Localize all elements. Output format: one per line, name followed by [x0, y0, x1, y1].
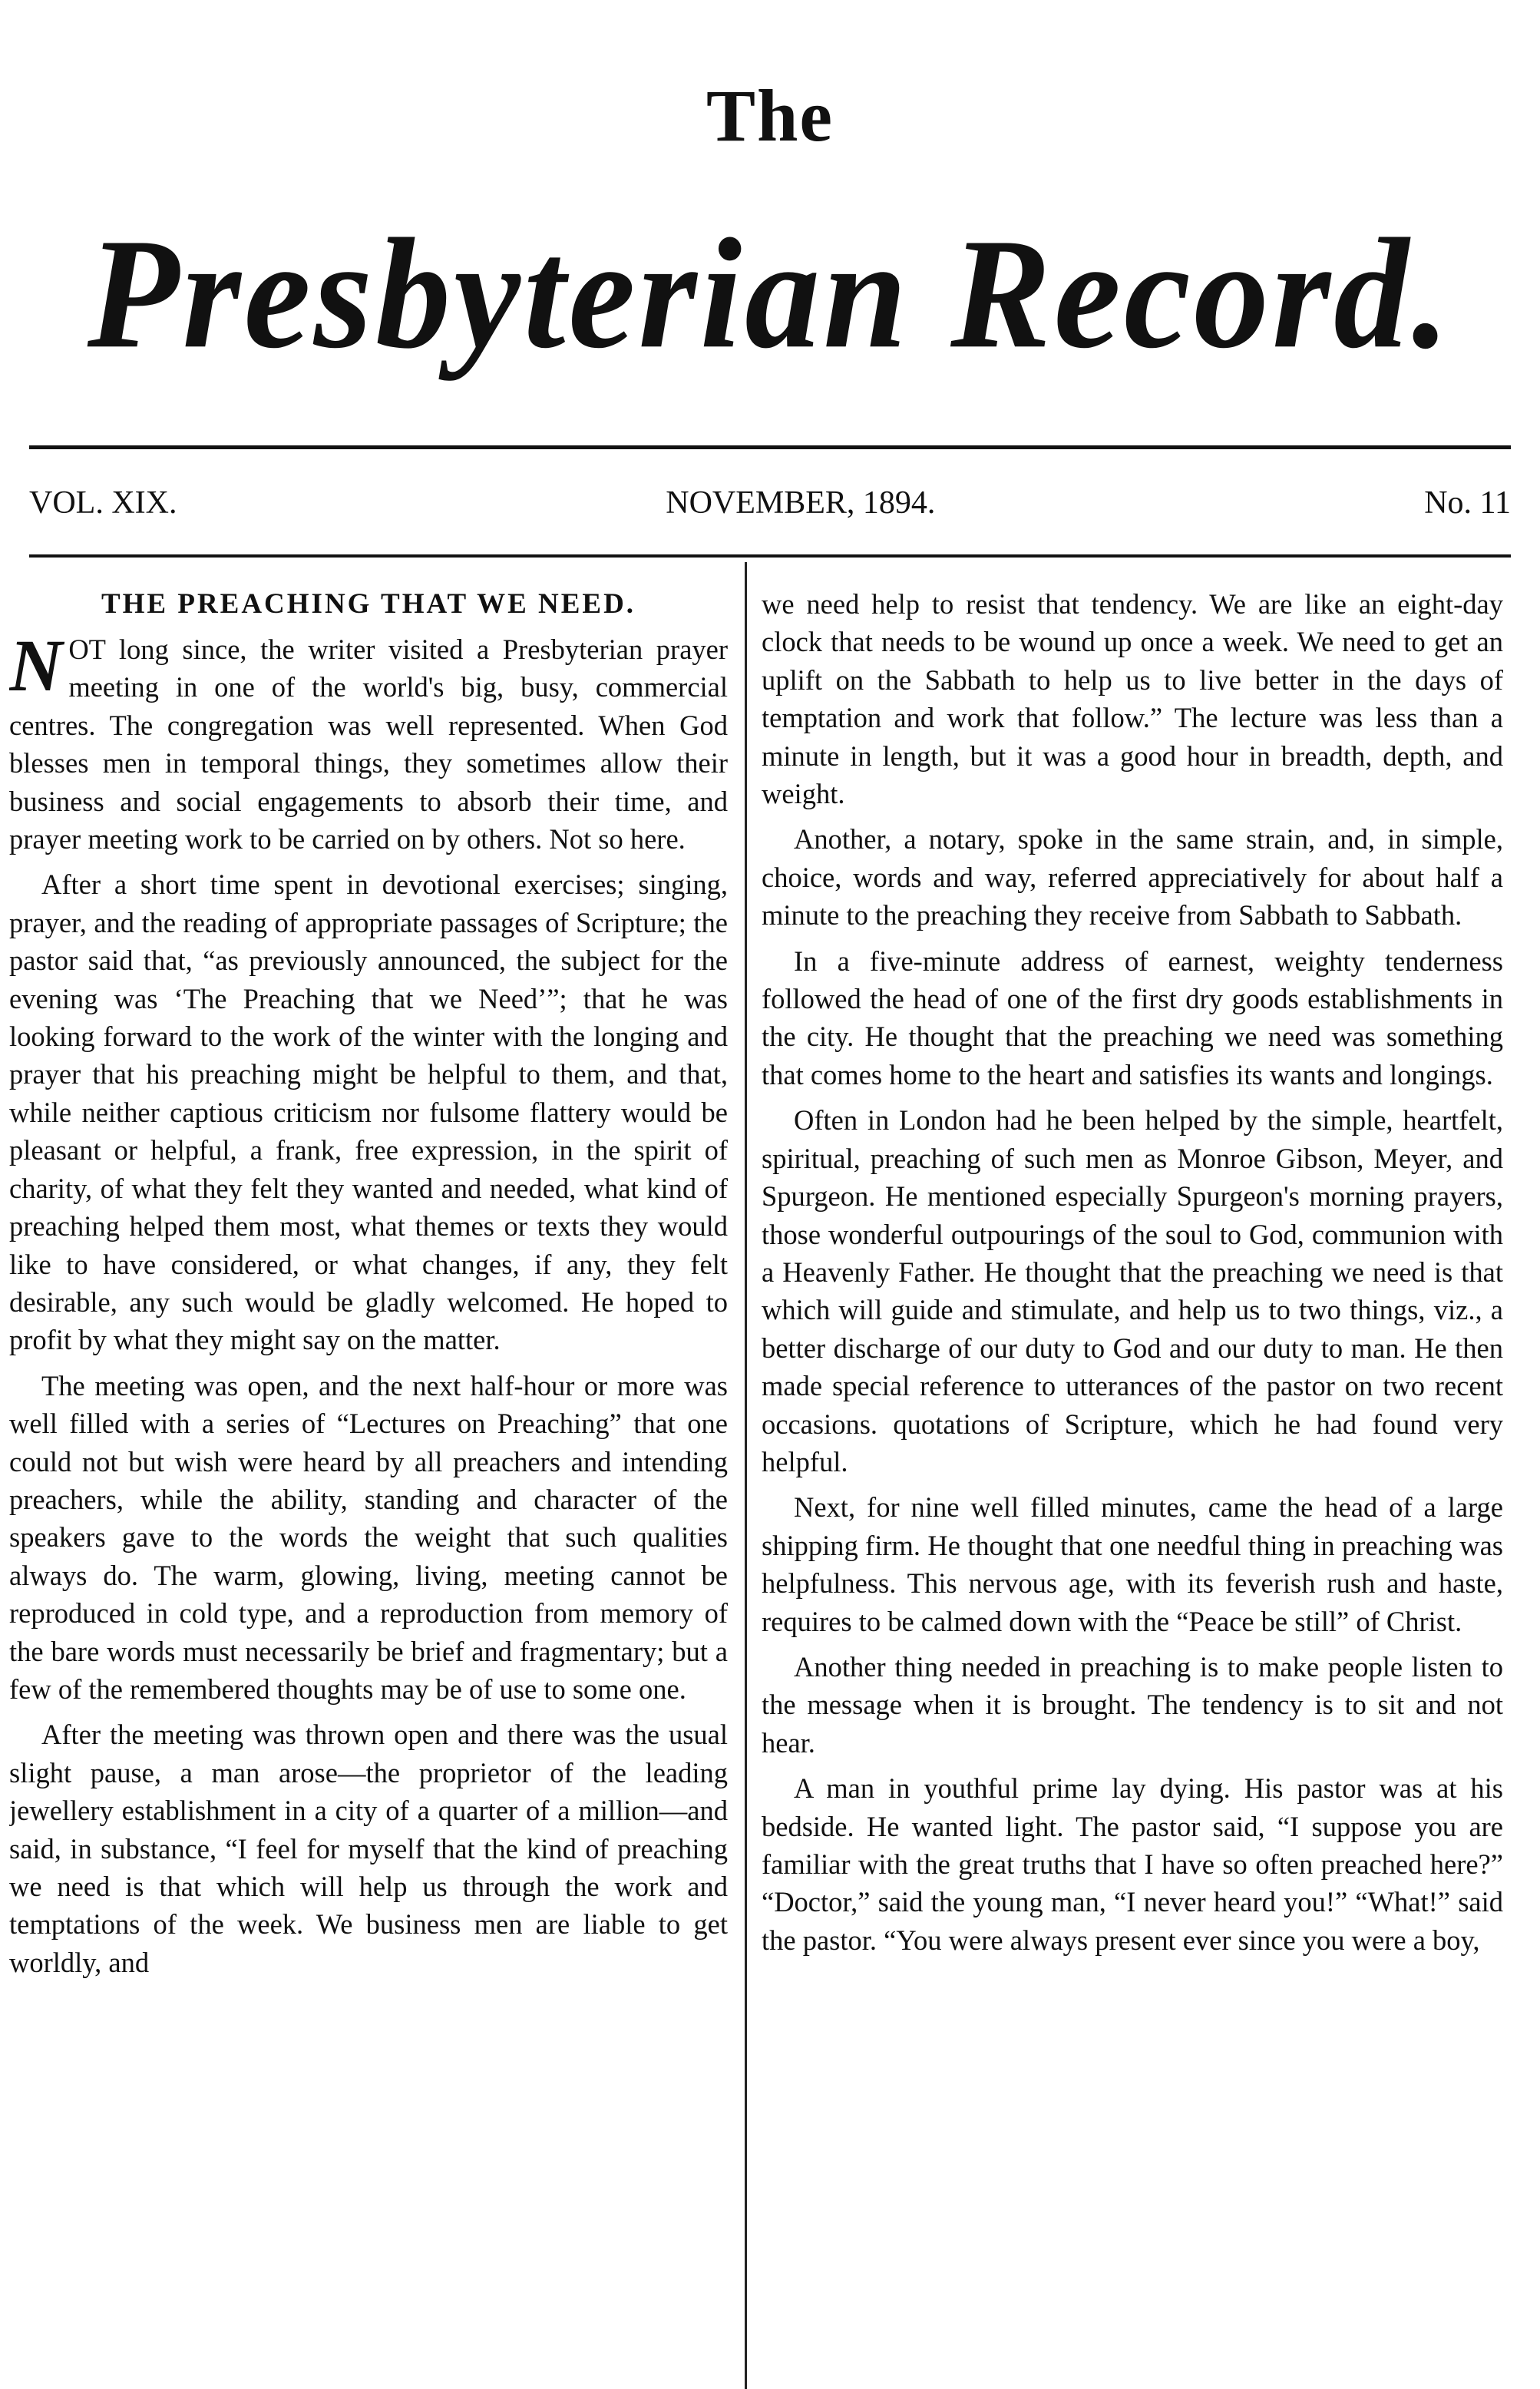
issue-number: No. 11	[1424, 485, 1511, 521]
article-paragraph: The meeting was open, and the next half-hour or more was well filled with a series of “Lectures on Preaching” that one could not but wish were heard by all preachers and intending preachers, while the ability, standing and character of the speakers gave to the words the weight that such qualities always do. The warm, glowing, living, meeting cannot be reproduced in cold type, and a reproduction from memory of the bare words must necessarily be brief and fragmentary; but a few of the remembered thoughts may be of use to some one.	[9, 1369, 728, 1705]
article-paragraph: After the meeting was thrown open and there was the usual slight pause, a man arose—the proprietor of the leading jewellery establishment in a city of a quarter of a million—and said, in substance, “I feel for myself that the kind of preaching we need is that which will help us through the work and temptations of the week. We business men are liable to get worldly, and	[9, 1719, 728, 1978]
article-title: THE PREACHING THAT WE NEED.	[101, 588, 636, 620]
masthead-the: The	[706, 74, 834, 157]
column-divider	[745, 562, 747, 2389]
issue-line	[29, 480, 1511, 526]
article-paragraph: NOT long since, the writer visited a Presbyterian prayer meeting in one of the world's big, busy, commercial centres. The congregation was well represented. When God blesses men in temporal things, they sometimes allow their business and social engagements to absorb their time, and prayer meeting work to be carried on by others. Not so here.	[9, 624, 728, 855]
drop-cap: N	[9, 624, 63, 706]
article-paragraph: Next, for nine well filled minutes, came the head of a large shipping firm. He thought that one needful thing in preaching was helpfulness. This nervous age, with its feverish rush and haste, requires to be calmed down with the “Peace be still” of Christ.	[762, 1491, 1503, 1637]
right-column	[762, 585, 1503, 2386]
issue-date: NOVEMBER, 1894.	[666, 485, 936, 521]
left-column	[9, 585, 728, 2386]
article-paragraph: Often in London had he been helped by the simple, heartfelt, spiritual, preaching of such men as Monroe Gibson, Meyer, and Spurgeon. He mentioned especially Spurgeon's morning prayers, those wonderful outpourings of the soul to God, communion with a Heavenly Father. He thought that the preaching we need is that which will guide and stimulate, and help us to two things, viz., a better discharge of our duty to God and our duty to man. He then made special reference to utterances of the pastor on two recent occasions. quotations of Scripture, which he had found very helpful.	[762, 1104, 1503, 1477]
article-paragraph: Another thing needed in preaching is to make people listen to the message when it is brought. The tendency is to sit and not hear.	[762, 1650, 1503, 1759]
volume-label: VOL. XIX.	[29, 485, 177, 521]
article-paragraph: A man in youthful prime lay dying. His pastor was at his bedside. He wanted light. The pastor said, “I suppose you are familiar with the great truths that I have so often preached here?” “Doctor,” said the young man, “I never heard you!” “What!” said the pastor. “You were always present ever since you were a boy,	[762, 1772, 1503, 1956]
article-paragraph: Another, a notary, spoke in the same strain, and, in simple, choice, words and way, referred appreciatively for about half a minute to the preaching they receive from Sabbath to Sabbath.	[762, 823, 1503, 931]
header-rule	[29, 554, 1511, 558]
masthead-title: Presbyterian Record.	[87, 206, 1453, 382]
article-paragraph: After a short time spent in devotional exercises; singing, prayer, and the reading of appropriate passages of Scripture; the pastor said that, “as previously announced, the subject for the evening was ‘The Preaching that we Need’”; that he was looking forward to the work of the winter with the longing and prayer that his preaching might be helpful to them, and that, while neither captious criticism nor fulsome flattery would be pleasant or helpful, a frank, free expression, in the spirit of charity, of what they felt they wanted and needed, what kind of preaching helped them most, what themes or texts they would like to have considered, or what changes, if any, they felt desirable, any such would be gladly welcomed. He hoped to profit by what they might say on the matter.	[9, 869, 728, 1356]
article-paragraph: we need help to resist that tendency. We are like an eight-day clock that needs to be wound up once a week. We need to get an uplift on the Sabbath to help us to live better in the days of temptation and work that follow.” The lecture was less than a minute in length, but it was a good hour in breadth, depth, and weight.	[762, 588, 1503, 810]
top-rule	[29, 445, 1511, 449]
article-paragraph: In a five-minute address of earnest, weighty tenderness followed the head of one of the first dry goods establishments in the city. He thought that the preaching we need was something that comes home to the heart and satisfies its wants and longings.	[762, 945, 1503, 1090]
